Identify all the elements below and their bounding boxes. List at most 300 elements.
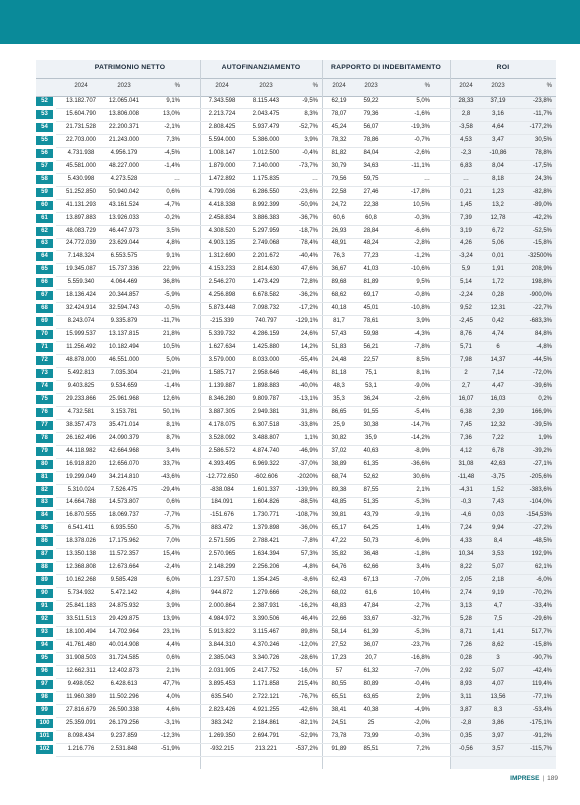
table-cell: 2,92 [460,667,472,674]
table-cell: 24,72 [331,201,347,208]
table-cell: 2.694.791 [252,732,280,739]
table-cell: 8,93 [460,680,472,687]
table-cell: -27,1% [532,460,552,467]
table-cell: 24,6% [300,331,318,338]
table-cell: 58,14 [331,628,347,635]
table-cell: 36,67 [331,266,347,273]
row-number-badge: 70 [36,330,53,339]
table-cell: 91,55 [363,408,379,415]
table-cell: 45,24 [331,123,347,130]
table-cell: -27,2% [532,525,552,532]
table-cell: -0,3% [414,732,430,739]
table-cell: 4,8% [166,240,180,247]
table-cell: 18.069.737 [108,512,140,519]
table-row [0,510,580,521]
table-cell: 25.841.183 [65,603,97,610]
table-cell: 1.012.500 [252,149,280,156]
table-row [0,135,580,146]
table-cell: 46.447.973 [108,227,140,234]
table-cell: -205,6% [529,473,552,480]
table-cell: 27,52 [331,641,347,648]
row-number-badge: 71 [36,343,53,352]
row-number-badge: 57 [36,162,53,171]
table-cell: 5.913.822 [208,628,236,635]
table-cell: 22.703.000 [65,136,97,143]
table-cell: 42,63 [490,460,506,467]
table-cell: -72,0% [532,369,552,376]
table-cell: 7,39 [460,214,472,221]
table-cell: 635.540 [211,693,233,700]
table-cell: 33,67 [363,616,379,622]
table-cell: -29,6% [532,616,552,622]
table-cell: 8,71 [460,628,472,635]
table-cell: -0,4% [302,149,318,156]
table-cell: 6 [496,344,500,351]
table-cell: 6.541.411 [67,525,95,532]
table-cell: 1.585.717 [208,369,236,376]
table-cell: -36,6% [410,460,430,467]
table-cell: 2.201.672 [252,253,280,260]
table-cell: 51,35 [363,499,379,506]
table-cell: 0,01 [492,253,504,260]
table-cell: -53,4% [532,706,552,713]
table-cell: -12,3% [160,732,180,739]
table-cell: 1,41 [492,628,504,635]
table-cell: 65,17 [331,525,347,532]
table-cell: -11,7% [161,318,180,325]
table-cell: 85,51 [363,745,379,752]
table-cell: 8.346.280 [208,395,236,402]
table-cell: 6,0% [166,577,180,584]
table-cell: 9.809.787 [252,395,280,402]
table-cell: 0,6% [166,188,180,195]
table-cell: -91,2% [532,732,552,739]
table-cell: 24.090.379 [108,434,140,441]
table-cell: -73,7% [298,162,318,169]
table-cell: 5,07 [492,564,504,571]
column-subheader: 2024 [332,83,346,89]
table-cell: 63,65 [363,693,379,700]
table-cell: 5.873.448 [208,305,236,312]
table-cell: 40,18 [331,305,347,312]
table-cell: 2,1% [166,667,180,674]
table-cell: 13.182.707 [65,98,97,104]
table-cell: 44.118.982 [66,447,96,454]
table-cell: 8,7% [166,434,180,441]
table-cell: -838.084 [210,486,234,493]
table-cell: 7,36 [460,434,472,441]
table-cell: -2,1% [164,123,180,130]
table-cell: 6,38 [460,408,472,415]
table-cell: 7,5 [493,616,503,622]
table-cell: 13,0% [162,110,180,117]
table-cell: 25,9 [333,421,345,428]
table-cell: 9,94 [492,525,504,532]
table-row [0,627,580,638]
table-cell: -0,5% [164,305,180,312]
table-cell: -5,9% [164,292,180,299]
page-number: 189 [547,775,558,782]
table-cell: 76,3 [333,253,345,260]
row-number-badge: 78 [36,434,53,443]
table-cell: 1,9% [538,434,552,441]
table-cell: 11.502.296 [109,693,139,700]
row-number-badge: 53 [36,110,53,119]
table-cell: 77,23 [363,253,379,260]
table-cell: -9,1% [414,512,430,519]
table-cell: 208,9% [531,266,552,273]
table-cell: 4.921.255 [252,706,280,713]
table-cell: 4.178.075 [208,421,236,428]
table-cell: 4,8% [166,590,180,597]
table-cell: 2,1% [416,486,430,493]
table-cell: -55,4% [298,357,318,363]
table-cell: 4.308.520 [208,227,236,234]
table-cell: 46,4% [300,616,318,622]
table-cell: 16.870.555 [65,512,97,519]
table-row [0,407,580,418]
table-cell: -32,7% [410,616,430,622]
table-cell: 2.043.475 [252,110,280,117]
table-cell: 7,22 [492,434,504,441]
table-row [0,96,580,107]
table-cell: 7,14 [492,369,504,376]
table-cell: 7,24 [460,525,472,532]
table-cell: 4.370.246 [252,641,280,648]
table-row [0,226,580,237]
table-cell: -46,9% [298,447,318,454]
table-cell: -26,2% [298,590,318,597]
table-cell: 12,6% [162,395,180,402]
table-row [0,342,580,353]
table-row [0,718,580,729]
table-cell: -3,1% [164,719,180,726]
table-row [0,303,580,314]
table-row [0,640,580,651]
table-cell: 68,74 [331,473,347,480]
table-cell: -42,2% [532,214,552,221]
table-cell: 4,33 [460,538,472,545]
row-number-badge: 83 [36,498,53,507]
table-cell: 7,43 [492,499,504,506]
table-cell: -37,0% [298,460,318,467]
table-cell: 38,89 [331,460,347,467]
table-cell: 0,03 [492,512,504,519]
table-cell: 1.171.858 [252,680,280,687]
table-cell: -0,3 [460,499,472,506]
table-cell: 2.808.425 [208,123,236,130]
table-cell: 9,5% [416,279,430,286]
table-cell: 79,36 [363,110,379,117]
table-cell: 24.772.039 [65,240,97,247]
table-cell: 7,0% [166,538,180,545]
table-cell: 65,51 [331,693,347,700]
table-cell: 213.221 [255,745,277,752]
table-cell: 944.872 [211,590,233,597]
column-subheader: 2024 [74,83,88,89]
row-number-badge: 55 [36,136,53,145]
table-cell: 4.903.135 [208,240,236,247]
table-cell: 27.816.679 [65,706,97,713]
table-cell: 60,8 [365,214,377,221]
table-row [0,251,580,262]
table-cell: 19.299.049 [65,473,97,480]
table-cell: -4,6 [460,512,472,519]
table-row [0,485,580,496]
table-cell: 8,18 [492,175,504,182]
table-cell: 13.897.883 [65,214,97,221]
row-number-badge: 69 [36,317,53,326]
table-row [0,174,580,185]
row-number-badge: 84 [36,511,53,520]
table-row [0,705,580,716]
table-cell: -11,7% [533,110,552,117]
table-cell: -12.772.650 [205,473,239,480]
table-row [0,213,580,224]
table-cell: 5.492.813 [67,369,95,376]
table-cell: 57,43 [331,331,347,338]
table-cell: 23.629.044 [108,240,140,247]
table-cell: 4,4% [166,641,180,648]
table-cell: 62,66 [363,564,379,571]
table-cell: -14,7% [410,421,430,428]
table-cell: -215.339 [210,318,234,325]
table-cell: 4,07 [492,680,504,687]
table-cell: 1.473.429 [252,279,280,286]
row-number-badge: 96 [36,667,53,676]
table-cell: 32.594.743 [108,305,140,312]
top-banner [0,0,580,44]
table-cell: 8,22 [460,564,472,571]
table-row [0,290,580,301]
table-cell: -4,8% [302,564,318,571]
table-cell: 1,91 [492,266,504,273]
table-cell: 78,4% [300,240,318,247]
table-cell: -8,6% [302,577,318,584]
table-cell: -52,7% [298,123,318,130]
table-cell: -33,4% [532,603,552,610]
table-cell: 2.823.426 [208,706,236,713]
table-cell: -932.215 [210,745,234,752]
table-cell: 3.390.506 [252,616,280,622]
table-cell: 5,71 [460,344,472,351]
table-cell: -129,1% [295,318,318,325]
table-cell: -9,5% [302,98,318,104]
table-cell: -50,9% [298,201,318,208]
table-cell: -3,24 [459,253,473,260]
table-cell: 517,7% [531,628,552,635]
table-cell: 3,19 [460,227,472,234]
table-cell: 36,48 [363,551,379,558]
table-row [0,472,580,483]
table-cell: -6,9% [414,538,430,545]
table-cell: -1,6% [414,110,430,117]
table-cell: 2.385.043 [208,654,236,661]
table-cell: 56,07 [363,123,379,130]
table-cell: 0,42 [492,318,504,325]
table-cell: … [424,175,430,182]
table-cell: 2.000.864 [208,603,236,610]
table-cell: 1.216.776 [67,745,95,752]
table-cell: 48.083.729 [65,227,97,234]
table-cell: -2,45 [459,318,473,325]
table-row [0,148,580,159]
table-cell: 50,73 [363,538,379,545]
table-cell: 20.344.857 [108,292,140,299]
table-cell: 80,89 [363,680,379,687]
row-divider [56,756,556,757]
table-cell: 73,99 [363,732,379,739]
table-cell: 1.237.570 [208,577,236,584]
table-cell: 60,6 [333,214,345,221]
table-cell: 6.553.575 [110,253,138,260]
row-number-badge: 74 [36,382,53,391]
table-cell: 12.065.041 [108,98,140,104]
table-cell: 1.279.666 [252,590,280,597]
table-cell: 13,2 [492,201,504,208]
table-cell: 12.368.808 [65,564,97,571]
table-cell: 2.814.630 [252,266,280,273]
table-cell: 4,7 [493,603,503,610]
table-cell: -8,9% [414,447,430,454]
row-number-badge: 100 [36,719,53,728]
table-cell: -3,75 [491,473,505,480]
table-cell: … [174,175,180,182]
table-cell: 5.297.959 [252,227,280,234]
table-cell: 37,19 [490,98,506,104]
table-cell: 2,7 [461,382,471,389]
table-cell: 26.162.496 [65,434,97,441]
table-cell: 72,8% [300,279,318,286]
table-cell: 13,56 [490,693,506,700]
table-cell: 13.806.008 [108,110,140,117]
table-cell: 8,3% [304,110,318,117]
table-cell: 2.148.299 [208,564,236,571]
table-row [0,601,580,612]
table-cell: -15,8% [532,240,552,247]
table-cell: 51.252.850 [65,188,97,195]
table-cell: 51,83 [331,344,347,351]
table-cell: 47,22 [331,538,347,545]
table-cell: 1,1% [304,434,318,441]
table-cell: 31.908.503 [65,654,97,661]
table-cell: 64,25 [363,525,379,532]
table-cell: 37,02 [331,447,347,454]
table-cell: 20,7 [365,654,377,661]
table-cell: -14,2% [410,434,430,441]
table-cell: 2.417.752 [252,667,280,674]
table-cell: 0,6% [166,499,180,506]
table-cell: 48,91 [331,240,347,247]
table-cell: -44,5% [532,357,552,363]
table-cell: 48.878.000 [65,357,97,363]
table-cell: 4.731.938 [67,149,95,156]
table-cell: -115,7% [530,745,552,752]
table-cell: -6,0% [536,577,552,584]
row-number-badge: 66 [36,278,53,287]
footer-separator: | [542,775,545,782]
table-cell: 1,72 [492,279,504,286]
table-cell: 3.115.467 [252,628,280,635]
table-cell: 5.734.932 [67,590,95,597]
table-cell: 9,19 [492,590,504,597]
table-cell: 46.551.000 [108,357,140,363]
table-cell: 5,06 [492,240,504,247]
table-cell: 69,17 [363,292,379,299]
table-cell: 8,76 [460,331,472,338]
table-cell: -90,7% [532,654,552,661]
table-cell: 21.243.000 [108,136,140,143]
table-cell: 13.926.033 [108,214,140,221]
row-number-badge: 58 [36,175,53,184]
table-row [0,187,580,198]
table-row [0,368,580,379]
table-cell: 81,89 [363,279,379,286]
table-cell: 24.875.932 [108,603,140,610]
table-cell: -88,5% [298,499,318,506]
row-number-badge: 56 [36,149,53,158]
row-number-badge: 99 [36,706,53,715]
table-cell: -3,58 [459,123,473,130]
table-cell: 26,93 [331,227,347,234]
table-cell: 34,63 [363,162,379,169]
table-cell: 22,38 [363,201,379,208]
table-cell: 3,5% [166,227,180,234]
group-header-rapporto-indebitamento: RAPPORTO DI INDEBITAMENTO [331,64,441,71]
table-cell: 47,7% [162,680,180,687]
table-cell: 12,78 [490,214,506,221]
table-cell: 31,8% [300,408,318,415]
row-number-badge: 89 [36,576,53,585]
table-cell: -900,0% [529,292,552,299]
table-cell: 9,52 [460,305,472,312]
table-cell: 3,4% [416,564,430,571]
table-cell: 3,57 [492,745,504,752]
page-footer [440,775,558,782]
table-cell: -10,8% [410,305,430,312]
table-cell: 0,35 [460,732,472,739]
table-cell: 23,1% [162,628,180,635]
table-cell: 4.418.338 [208,201,236,208]
table-cell: 5.310.024 [67,486,95,493]
table-cell: 0,2% [538,395,552,402]
table-cell: -48,5% [532,538,552,545]
table-cell: -18,7% [298,227,318,234]
table-cell: -76,7% [298,693,318,700]
table-cell: 26.590.338 [108,706,140,713]
table-cell: -5,3% [414,499,430,506]
table-cell: 8.992.399 [252,201,280,208]
row-number-badge: 81 [36,473,53,482]
table-cell: 84,8% [534,331,552,338]
table-cell: 89,38 [331,486,347,493]
column-subheader: 2024 [459,83,473,89]
table-cell: 22,66 [331,616,347,622]
table-cell: 6.307.518 [252,421,280,428]
table-cell: 43.161.524 [108,201,140,208]
row-number-badge: 73 [36,369,53,378]
table-cell: 2.749.068 [252,240,280,247]
table-cell: 29.233.866 [65,395,97,402]
table-cell: 59,22 [363,98,379,104]
table-cell: -40,4% [298,253,318,260]
table-cell: 22,58 [331,188,347,195]
table-cell: 3,53 [492,551,504,558]
table-cell: -5,7% [164,525,180,532]
row-number-badge: 68 [36,304,53,313]
row-number-badge: 88 [36,563,53,572]
table-cell: -7,0% [414,577,430,584]
